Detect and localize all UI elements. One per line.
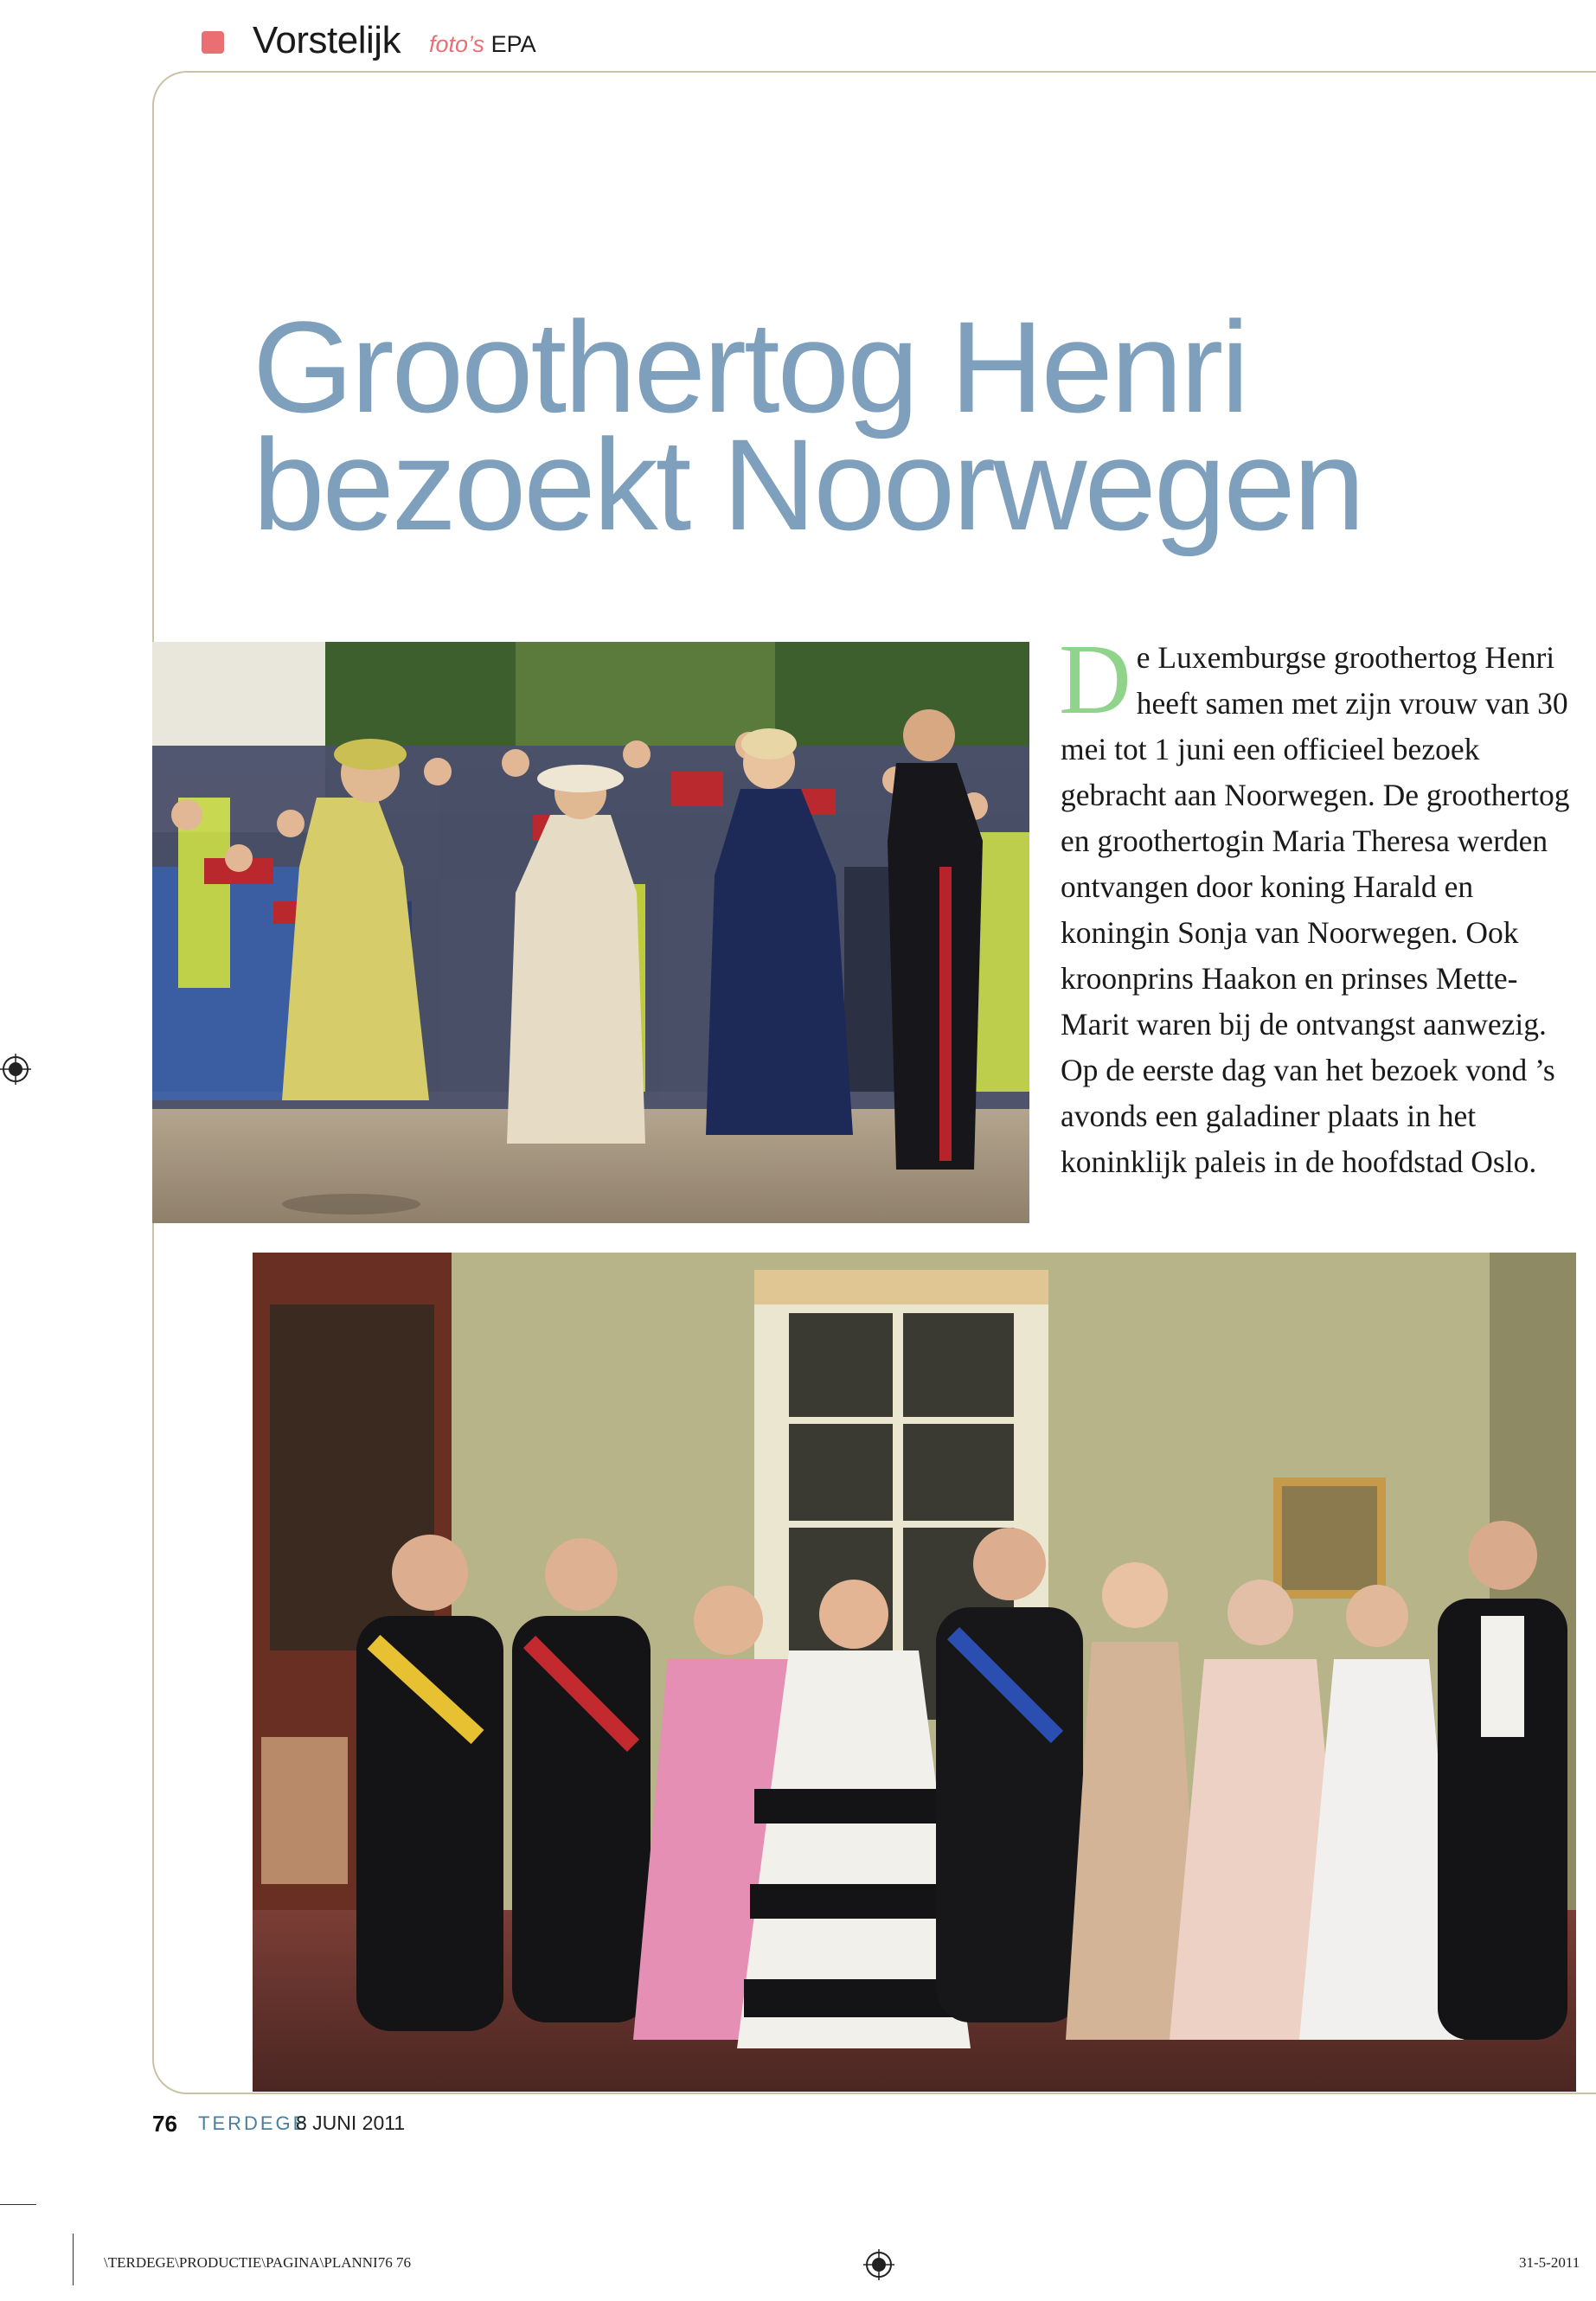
photo-credit-label: foto’s — [429, 31, 485, 57]
section-marker-icon — [202, 31, 224, 54]
print-slug: \TERDEGE\PRODUCTIE\PAGINA\PLANNI76 76 — [104, 2254, 411, 2271]
headline-line-1: Groothertog Henri — [253, 294, 1247, 439]
headline — [253, 294, 1464, 557]
section-title: Vorstelijk — [253, 19, 401, 61]
headline-line-2: bezoekt Noorwegen — [253, 412, 1363, 557]
crop-mark-horizontal — [0, 2204, 36, 2205]
registration-mark-bottom-icon — [863, 2249, 894, 2280]
photo-credit-source: EPA — [490, 31, 536, 57]
photo-gala-group — [253, 1253, 1576, 2092]
photo-welcome-crowd — [152, 642, 1029, 1223]
photo-credit — [429, 29, 536, 59]
print-date: 31-5-2011 — [1519, 2254, 1580, 2271]
magazine-name: TERDEGE — [198, 2112, 309, 2134]
article-text: e Luxemburgse groothertog Henri heeft samen met zijn vrouw van 30 mei tot 1 juni een officieel bezoek gebracht aan Noorwegen. De groothertog en groothertogin Maria Theresa werden ontvangen door koning Harald en koningin Sonja van Noorwegen. Ook kroonprins Haakon en prinses Mette-Marit waren bij de ontvangst aanwezig. Op de eerste dag van het bezoek vond ’s avonds een galadiner plaats in het koninklijk paleis in de hoofdstad Oslo. — [1061, 640, 1570, 1179]
page-number: 76 — [152, 2111, 177, 2137]
crop-mark-vertical — [73, 2234, 74, 2285]
issue-date: 8 JUNI 2011 — [296, 2112, 406, 2134]
article-body — [1059, 625, 1573, 1185]
dropcap: D — [1059, 625, 1131, 735]
registration-mark-icon — [0, 1054, 31, 1085]
